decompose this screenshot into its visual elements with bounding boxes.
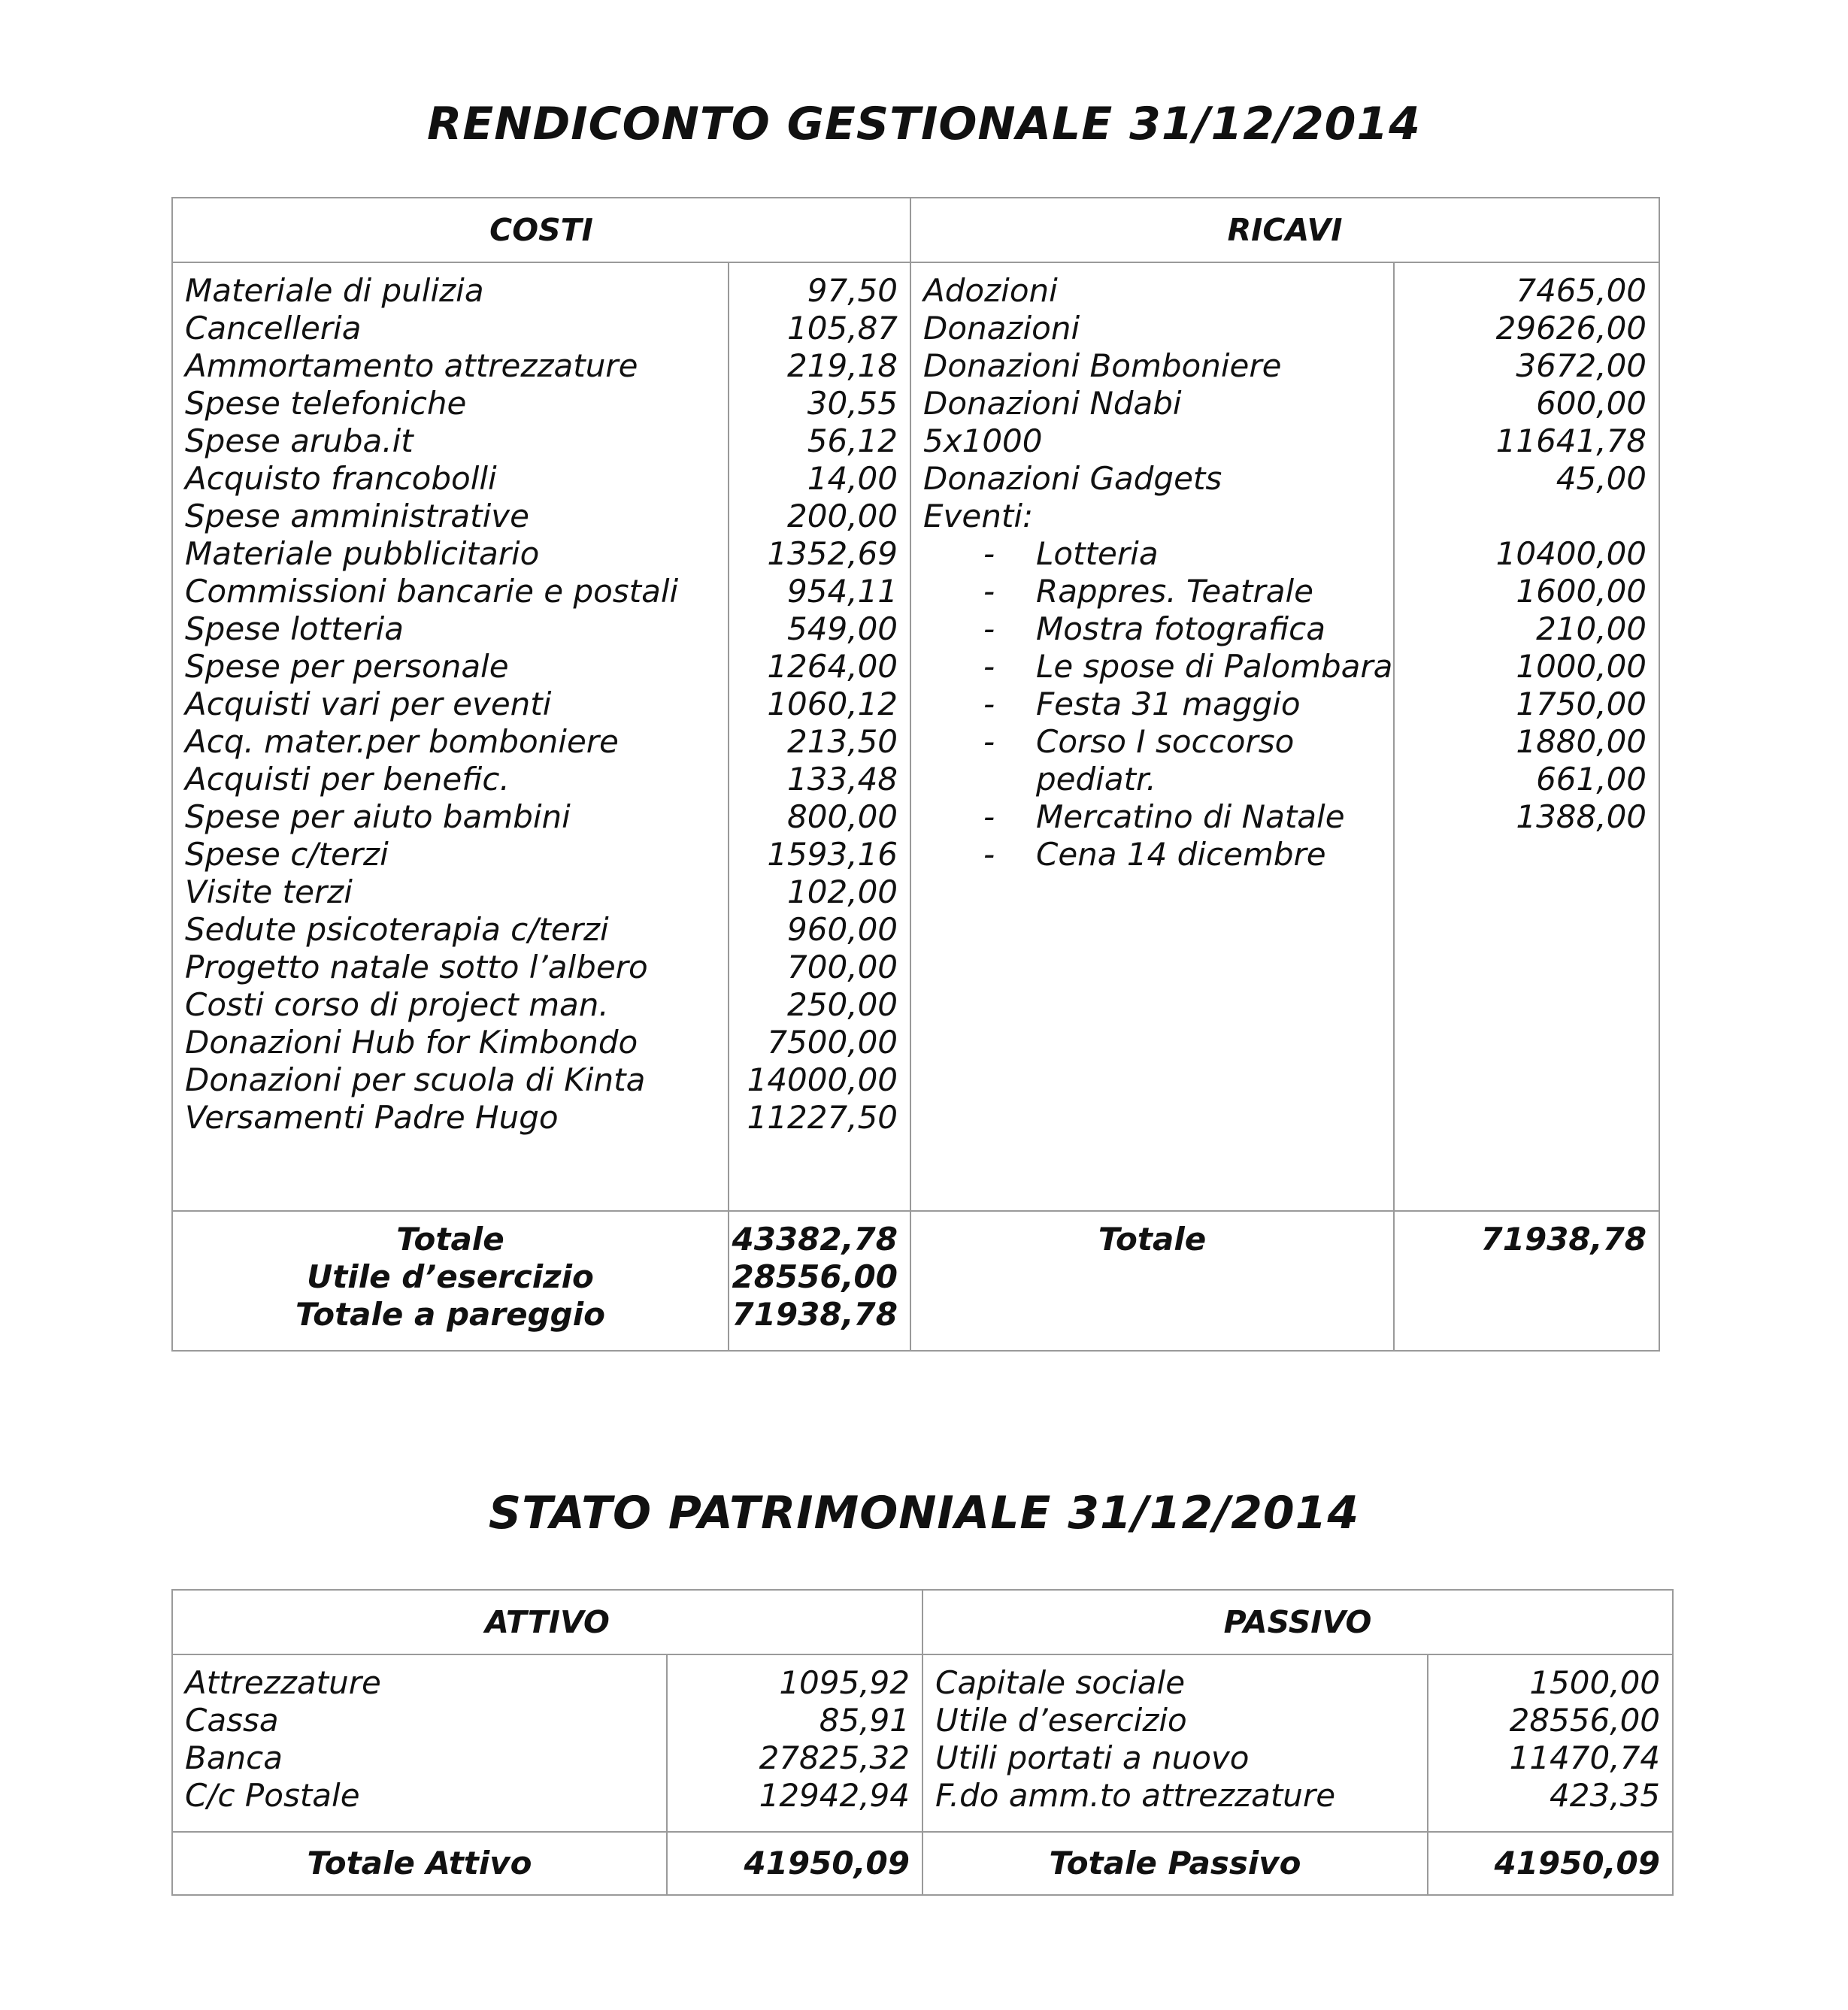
costo-label: Spese telefoniche [185, 385, 467, 422]
attivo-value: 85,91 [819, 1702, 910, 1739]
costi-totale-value: 43382,78 [732, 1221, 898, 1258]
attivo-labels [172, 1654, 667, 1832]
costo-value: 105,87 [787, 310, 898, 347]
costo-value: 700,00 [787, 949, 898, 985]
costo-label: Materiale di pulizia [185, 272, 484, 309]
costi-header: COSTI [172, 198, 910, 262]
evento-dash: - [983, 610, 995, 647]
rendiconto-table [171, 197, 1660, 1352]
costo-value: 549,00 [787, 610, 898, 647]
evento-item [923, 686, 1393, 723]
passivo-value: 423,35 [1550, 1777, 1661, 1814]
evento-dash: - [983, 836, 995, 873]
eventi-value-blank [1395, 498, 1647, 535]
costo-label: Versamenti Padre Hugo [185, 1099, 559, 1136]
evento-item [923, 836, 1393, 873]
evento-dash: - [983, 798, 995, 835]
costi-totale-value: 28556,00 [732, 1258, 898, 1295]
evento-value: 661,00 [1536, 761, 1647, 798]
ricavo-label: Adozioni [923, 272, 1058, 309]
attivo-label: C/c Postale [185, 1777, 360, 1814]
costo-label: Spese amministrative [185, 498, 529, 534]
costo-value: 954,11 [787, 573, 898, 610]
ricavo-label: Donazioni Bomboniere [923, 347, 1282, 384]
evento-label: Mercatino di Natale [1036, 798, 1345, 835]
totale-passivo-value: 41950,09 [1428, 1832, 1673, 1895]
costi-totale-label: Utile d’esercizio [307, 1258, 594, 1295]
totale-passivo-label: Totale Passivo [922, 1832, 1428, 1895]
costo-label: Spese per aiuto bambini [185, 798, 571, 835]
costi-totale-label: Totale a pareggio [295, 1296, 605, 1333]
ricavi-total-label-text: Totale [1098, 1221, 1207, 1258]
costo-value: 97,50 [807, 272, 898, 309]
evento-item [923, 648, 1393, 686]
evento-item [923, 723, 1393, 761]
attivo-header: ATTIVO [172, 1590, 922, 1654]
totale-attivo-value: 41950,09 [667, 1832, 922, 1895]
evento-item [923, 798, 1393, 836]
stato-title: STATO PATRIMONIALE 31/12/2014 [488, 1487, 1360, 1539]
evento-dash: - [983, 535, 995, 572]
ricavo-value: 45,00 [1556, 460, 1647, 497]
costo-label: Materiale pubblicitario [185, 535, 540, 572]
costo-label: Donazioni per scuola di Kinta [185, 1061, 646, 1098]
ricavo-value: 3672,00 [1516, 347, 1647, 384]
evento-value: 210,00 [1536, 610, 1647, 647]
evento-value: 10400,00 [1495, 535, 1647, 572]
costo-value: 7500,00 [767, 1024, 898, 1061]
costo-label: Costi corso di project man. [185, 986, 609, 1023]
evento-dash: - [983, 686, 995, 722]
passivo-label: Capitale sociale [935, 1664, 1186, 1701]
costo-value: 200,00 [787, 498, 898, 534]
passivo-value: 1500,00 [1529, 1664, 1661, 1701]
costo-label: Sedute psicoterapia c/terzi [185, 911, 609, 948]
ricavo-value: 7465,00 [1516, 272, 1647, 309]
costi-values [729, 262, 910, 1211]
evento-value: 1880,00 [1516, 723, 1647, 760]
ricavo-label: 5x1000 [923, 422, 1043, 459]
costi-totals-values [729, 1211, 910, 1351]
attivo-value: 27825,32 [759, 1739, 910, 1776]
costo-value: 250,00 [787, 986, 898, 1023]
evento-label: Mostra fotografica [1036, 610, 1325, 647]
attivo-label: Banca [185, 1739, 283, 1776]
costo-label: Ammortamento attrezzature [185, 347, 638, 384]
attivo-values [667, 1654, 922, 1832]
costo-value: 14,00 [807, 460, 898, 497]
costo-label: Acquisti per benefic. [185, 761, 510, 798]
totale-attivo-label: Totale Attivo [172, 1832, 667, 1895]
passivo-label: F.do amm.to attrezzature [935, 1777, 1336, 1814]
evento-value: 1750,00 [1516, 686, 1647, 722]
ricavi-total-value-text: 71938,78 [1480, 1221, 1647, 1258]
costo-value: 213,50 [787, 723, 898, 760]
costo-value: 1593,16 [767, 836, 898, 873]
rendiconto-title: RENDICONTO GESTIONALE 31/12/2014 [427, 98, 1421, 150]
costo-value: 1264,00 [767, 648, 898, 685]
ricavi-values [1394, 262, 1659, 1211]
costo-label: Acq. mater.per bomboniere [185, 723, 619, 760]
evento-value: 1600,00 [1516, 573, 1647, 610]
ricavo-value: 600,00 [1536, 385, 1647, 422]
ricavo-value: 11641,78 [1495, 422, 1647, 459]
ricavi-labels [910, 262, 1394, 1211]
costi-labels [172, 262, 729, 1211]
evento-label: Lotteria [1036, 535, 1159, 572]
evento-value [1395, 836, 1647, 873]
passivo-value: 28556,00 [1509, 1702, 1661, 1739]
costo-label: Spese aruba.it [185, 422, 414, 459]
costo-label: Cancelleria [185, 310, 362, 347]
costo-label: Spese lotteria [185, 610, 404, 647]
costo-label: Spese per personale [185, 648, 509, 685]
evento-value: 1388,00 [1516, 798, 1647, 835]
passivo-labels [922, 1654, 1428, 1832]
passivo-header: PASSIVO [922, 1590, 1673, 1654]
costo-value: 14000,00 [747, 1061, 898, 1098]
evento-dash: - [983, 648, 995, 685]
evento-label: Le spose di Palombara [1036, 648, 1393, 685]
passivo-label: Utili portati a nuovo [935, 1739, 1250, 1776]
costo-label: Commissioni bancarie e postali [185, 573, 679, 610]
evento-value: 1000,00 [1516, 648, 1647, 685]
evento-item [923, 610, 1393, 648]
passivo-label: Utile d’esercizio [935, 1702, 1187, 1739]
costo-value: 1352,69 [767, 535, 898, 572]
eventi-label: Eventi: [923, 498, 1034, 534]
costi-totale-label: Totale [396, 1221, 504, 1258]
costo-label: Spese c/terzi [185, 836, 389, 873]
passivo-value: 11470,74 [1509, 1739, 1661, 1776]
attivo-label: Cassa [185, 1702, 279, 1739]
evento-item [923, 761, 1393, 798]
costo-label: Donazioni Hub for Kimbondo [185, 1024, 638, 1061]
costo-value: 11227,50 [747, 1099, 898, 1136]
costo-value: 1060,12 [767, 686, 898, 722]
evento-dash: - [983, 573, 995, 610]
ricavo-label: Donazioni Gadgets [923, 460, 1222, 497]
ricavo-value: 29626,00 [1495, 310, 1647, 347]
evento-label: Cena 14 dicembre [1036, 836, 1326, 873]
costo-value: 133,48 [787, 761, 898, 798]
attivo-value: 12942,94 [759, 1777, 910, 1814]
costi-totals-labels [172, 1211, 729, 1351]
costi-totale-value: 71938,78 [732, 1296, 898, 1333]
evento-item [923, 535, 1393, 573]
costo-value: 800,00 [787, 798, 898, 835]
ricavo-label: Donazioni Ndabi [923, 385, 1182, 422]
stato-table [171, 1589, 1674, 1896]
attivo-label: Attrezzature [185, 1664, 381, 1701]
ricavi-total-label [910, 1211, 1394, 1351]
ricavo-label: Donazioni [923, 310, 1080, 347]
costo-label: Acquisti vari per eventi [185, 686, 552, 722]
costo-label: Acquisto francobolli [185, 460, 497, 497]
evento-dash: - [983, 723, 995, 760]
costo-value: 30,55 [807, 385, 898, 422]
evento-label: Rappres. Teatrale [1036, 573, 1313, 610]
costo-value: 960,00 [787, 911, 898, 948]
evento-label: Festa 31 maggio [1036, 686, 1301, 722]
attivo-value: 1095,92 [779, 1664, 910, 1701]
costo-value: 102,00 [787, 873, 898, 910]
costo-label: Progetto natale sotto l’albero [185, 949, 648, 985]
ricavi-header: RICAVI [910, 198, 1659, 262]
evento-item [923, 573, 1393, 610]
costo-value: 56,12 [807, 422, 898, 459]
ricavi-total-value [1394, 1211, 1659, 1351]
evento-label: pediatr. [1036, 761, 1156, 798]
passivo-values [1428, 1654, 1673, 1832]
evento-label: Corso I soccorso [1036, 723, 1295, 760]
costo-value: 219,18 [787, 347, 898, 384]
costo-label: Visite terzi [185, 873, 353, 910]
